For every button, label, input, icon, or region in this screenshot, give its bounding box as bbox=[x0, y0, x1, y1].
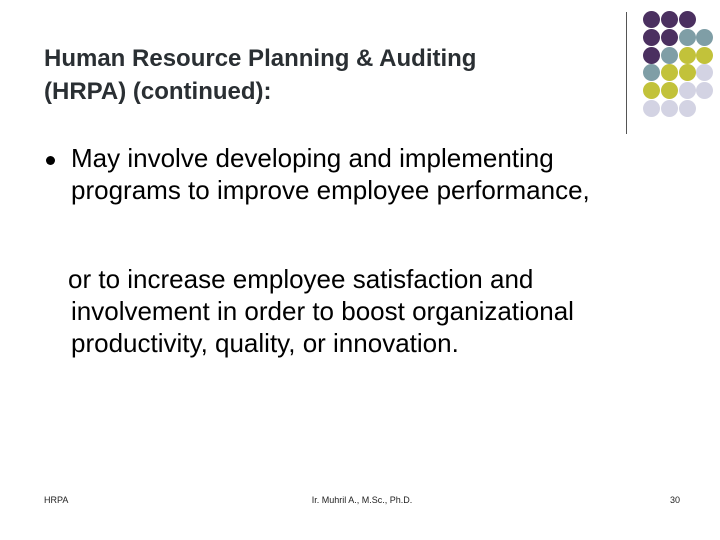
decorative-dot bbox=[643, 100, 660, 117]
decorative-dot bbox=[679, 29, 696, 46]
decorative-dot bbox=[696, 29, 713, 46]
decorative-dot bbox=[661, 11, 678, 28]
bullet-text-line: May involve developing and implementing bbox=[71, 143, 554, 173]
footer-author: Ir. Muhril A., M.Sc., Ph.D. bbox=[311, 495, 413, 505]
decorative-dot bbox=[661, 29, 678, 46]
decorative-dot bbox=[643, 11, 660, 28]
decorative-dot bbox=[643, 64, 660, 81]
footer-left-label: HRPA bbox=[44, 495, 69, 505]
bullet-text bbox=[71, 142, 691, 206]
decorative-dot bbox=[643, 82, 660, 99]
decorative-dot bbox=[696, 64, 713, 81]
decorative-dot bbox=[679, 64, 696, 81]
continuation-line: or to increase employee satisfaction and bbox=[68, 264, 534, 294]
decorative-dot bbox=[661, 47, 678, 64]
continuation-line: involvement in order to boost organizational bbox=[71, 296, 574, 326]
continuation-line: productivity, quality, or innovation. bbox=[71, 328, 459, 358]
slide-title-line: (HRPA) (continued): bbox=[44, 78, 272, 105]
decorative-dot bbox=[661, 82, 678, 99]
decorative-dot bbox=[696, 47, 713, 64]
page-number: 30 bbox=[669, 495, 680, 505]
bullet-text-line: programs to improve employee performance, bbox=[71, 175, 590, 205]
vertical-divider bbox=[626, 12, 627, 134]
decorative-dot bbox=[679, 11, 696, 28]
slide-title-line: Human Resource Planning & Auditing bbox=[44, 45, 477, 72]
bullet-dot-icon bbox=[46, 156, 55, 165]
decorative-dot bbox=[679, 100, 696, 117]
decorative-dot bbox=[661, 64, 678, 81]
continuation-paragraph bbox=[66, 263, 696, 359]
decorative-dot bbox=[643, 47, 660, 64]
decorative-dot bbox=[661, 100, 678, 117]
decorative-dot bbox=[679, 47, 696, 64]
decorative-dot bbox=[696, 82, 713, 99]
decorative-dot bbox=[643, 29, 660, 46]
slide-title bbox=[44, 42, 604, 108]
decorative-dot bbox=[679, 82, 696, 99]
